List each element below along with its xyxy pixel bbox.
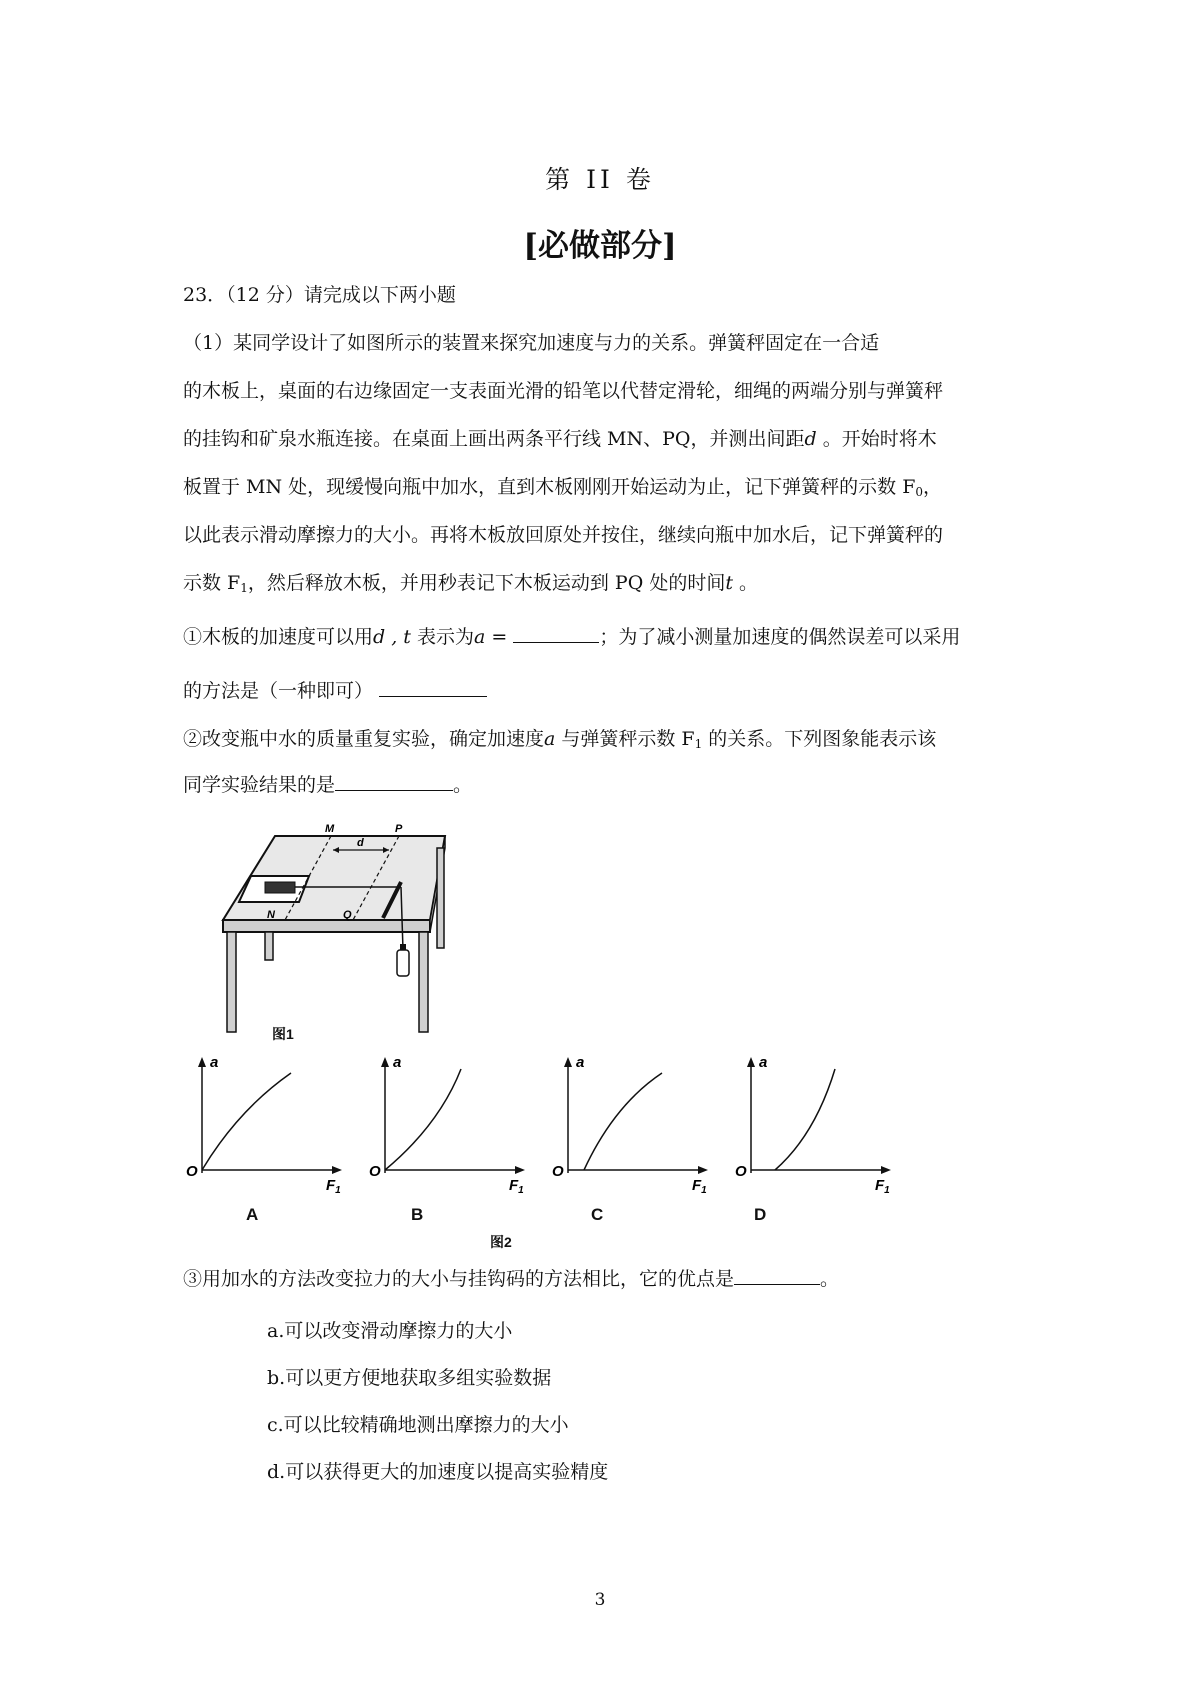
y-axis-label: a <box>759 1054 768 1071</box>
bottle-cap <box>400 944 406 950</box>
figure-2-caption: 图2 <box>490 1234 512 1250</box>
table-leg-back-right <box>437 848 444 948</box>
q1-line2-text: 的方法是（一种即可） <box>183 680 374 702</box>
table-leg-front-left <box>227 932 236 1032</box>
var-t: t <box>725 572 733 594</box>
label-M: M <box>325 823 335 835</box>
graph-curve <box>202 1073 291 1170</box>
spring-scale <box>265 882 295 893</box>
sub-1: 1 <box>240 581 248 595</box>
var-d: d <box>804 428 817 450</box>
y-axis-label: a <box>210 1054 219 1071</box>
page-number: 3 <box>594 1590 606 1610</box>
graph-curve <box>385 1069 461 1170</box>
option-c: c.可以比较精确地测出摩擦力的大小 <box>267 1414 569 1436</box>
para-line-3-end: 。开始时将木 <box>816 428 937 450</box>
table-leg-front-right <box>419 932 428 1032</box>
figure-1-apparatus <box>205 822 465 1037</box>
para-line-3 <box>183 428 937 451</box>
para-line-6 <box>183 572 758 595</box>
para-line-2: 的木板上，桌面的右边缘固定一支表面光滑的铅笔以代替定滑轮，细绳的两端分别与弹簧秤 <box>183 380 944 402</box>
x-axis-arrow <box>881 1166 891 1174</box>
graph-letter-d: D <box>754 1205 767 1224</box>
graph-letter-b: B <box>411 1205 424 1224</box>
graph-curve <box>775 1069 835 1170</box>
q2-text-b: 与弹簧秤示数 F <box>555 728 695 750</box>
figure-1-caption: 图1 <box>272 1026 294 1042</box>
origin-label: O <box>186 1163 198 1180</box>
para-line-4 <box>183 476 942 499</box>
para-line-4-end: ， <box>923 476 943 498</box>
x-axis-sub: 1 <box>884 1185 890 1196</box>
para-line-4-text: 板置于 MN 处，现缓慢向瓶中加水，直到木板刚刚开始运动为止，记下弹簧秤的示数 F <box>183 476 916 498</box>
y-axis-arrow <box>198 1057 206 1067</box>
option-a: a.可以改变滑动摩擦力的大小 <box>267 1320 513 1342</box>
q2-line2-text: 同学实验结果的是 <box>183 774 336 796</box>
q1-vars: d , t <box>373 626 411 648</box>
q3-end: 。 <box>820 1268 840 1290</box>
x-axis-sub: 1 <box>701 1185 707 1196</box>
graph-curve <box>584 1073 662 1170</box>
option-b: b.可以更方便地获取多组实验数据 <box>267 1367 552 1389</box>
q1-line-2 <box>183 680 487 703</box>
question-header: 23．（12 分）请完成以下两小题 <box>183 284 456 306</box>
q2-line-1 <box>183 728 936 751</box>
q2-answer-blank[interactable] <box>335 789 453 791</box>
q2-end: 。 <box>453 774 473 796</box>
x-axis-arrow <box>698 1166 708 1174</box>
y-axis-arrow <box>564 1057 572 1067</box>
y-axis-arrow <box>747 1057 755 1067</box>
graph-letter-c: C <box>591 1205 604 1224</box>
q1-line-1 <box>183 626 960 649</box>
q1-answer-blank-1[interactable] <box>513 641 599 643</box>
graphs-svg <box>186 1054 926 1196</box>
x-axis-label: $F_1$ <box>875 1177 890 1196</box>
q1-text-b: 表示为 <box>410 626 474 648</box>
q2-text-a: ②改变瓶中水的质量重复实验，确定加速度 <box>183 728 545 750</box>
option-d: d.可以获得更大的加速度以提高实验精度 <box>267 1461 609 1483</box>
figure-2-graphs <box>186 1054 926 1196</box>
q2-line-2 <box>183 774 472 797</box>
label-P: P <box>395 823 403 835</box>
x-axis-label: $F_1$ <box>326 1177 341 1196</box>
table-leg-back-left <box>265 932 273 960</box>
para-line-6-end: 。 <box>732 572 759 594</box>
x-axis-label: $F_1$ <box>509 1177 524 1196</box>
graph-b <box>369 1054 525 1196</box>
q1-text-c: ；为了减小测量加速度的偶然误差可以采用 <box>599 626 961 648</box>
q1-text-a: ①木板的加速度可以用 <box>183 626 374 648</box>
origin-label: O <box>735 1163 747 1180</box>
para-line-3-text: 的挂钩和矿泉水瓶连接。在桌面上画出两条平行线 MN、PQ，并测出间距 <box>183 428 805 450</box>
graph-d <box>735 1054 891 1196</box>
x-axis-sub: 1 <box>518 1185 524 1196</box>
x-axis-arrow <box>332 1166 342 1174</box>
origin-label: O <box>369 1163 381 1180</box>
q1-a-var: a <box>473 626 486 648</box>
label-Q: Q <box>343 909 352 921</box>
water-bottle <box>397 950 409 976</box>
para-line-1: （1）某同学设计了如图所示的装置来探究加速度与力的关系。弹簧秤固定在一合适 <box>183 332 880 354</box>
q3-line <box>183 1268 839 1291</box>
graph-c <box>552 1054 708 1196</box>
y-axis-label: a <box>576 1054 585 1071</box>
label-d: d <box>357 837 364 849</box>
sub-title: [必做部分] <box>523 228 677 264</box>
q1-eq: = <box>485 626 514 648</box>
x-axis-arrow <box>515 1166 525 1174</box>
q3-text: ③用加水的方法改变拉力的大小与挂钩码的方法相比，它的优点是 <box>183 1268 735 1290</box>
q1-answer-blank-2[interactable] <box>379 695 487 697</box>
para-line-6-text-b: ，然后释放木板，并用秒表记下木板运动到 PQ 处的时间 <box>247 572 726 594</box>
para-line-6-text-a: 示数 F <box>183 572 241 594</box>
y-axis-arrow <box>381 1057 389 1067</box>
sub-0: 0 <box>915 485 924 499</box>
graph-letter-a: A <box>246 1205 259 1224</box>
graph-a <box>186 1054 342 1196</box>
origin-label: O <box>552 1163 564 1180</box>
section-title: 第 II 卷 <box>545 165 655 194</box>
graph-letters <box>186 1205 926 1229</box>
table-front-edge <box>223 920 430 932</box>
para-line-5: 以此表示滑动摩擦力的大小。再将木板放回原处并按住，继续向瓶中加水后，记下弹簧秤的 <box>183 524 944 546</box>
q3-answer-blank[interactable] <box>734 1283 820 1285</box>
x-axis-sub: 1 <box>335 1185 341 1196</box>
label-N: N <box>267 909 275 921</box>
q2-sub: 1 <box>694 737 703 751</box>
q2-a-var: a <box>544 728 556 750</box>
y-axis-label: a <box>393 1054 402 1071</box>
x-axis-label: $F_1$ <box>692 1177 707 1196</box>
q2-text-c: 的关系。下列图象能表示该 <box>702 728 937 750</box>
